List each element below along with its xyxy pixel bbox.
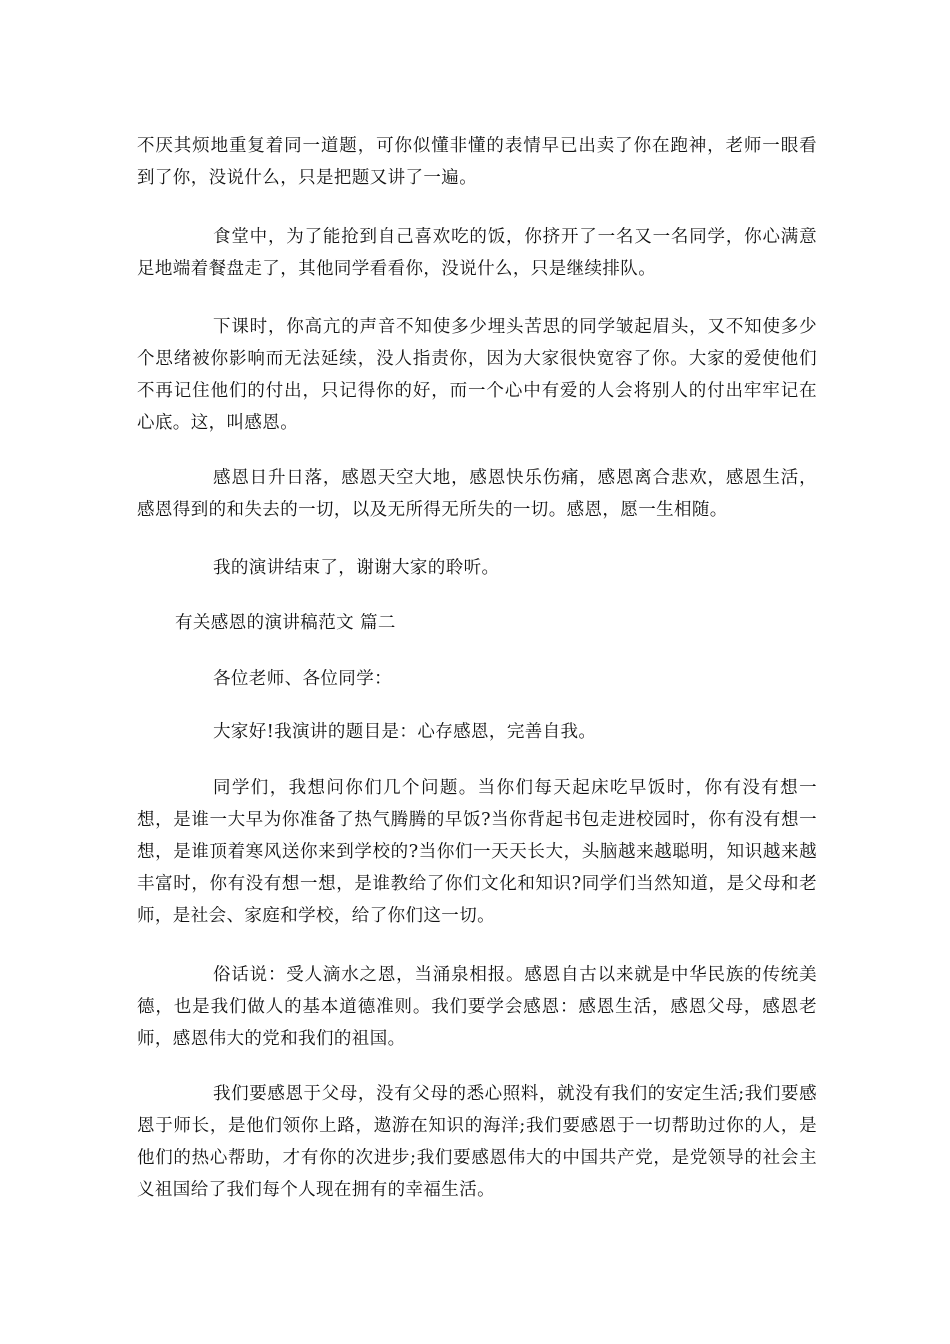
paragraph-closing: 我的演讲结束了，谢谢大家的聆听。 [213, 558, 500, 578]
paragraph-questions: 同学们，我想问你们几个问题。当你们每天起床吃早饭时，你有没有想一想，是谁一大早为你准备了热气腾腾的早饭?当你背起书包走进校园时，你有没有想一想，是谁顶着寒风送你来到学校的?当你们一天天长大，头脑越来越聪明，知识越来越丰富时，你有没有想一想，是谁教给了你们文化和知识?同学们当然知道，是父母和老师，是社会、家庭和学校，给了你们这一切。 [137, 778, 817, 926]
section-title: 有关感恩的演讲稿范文 篇二 [175, 613, 396, 633]
paragraph-after-class: 下课时，你高亢的声音不知使多少埋头苦思的同学皱起眉头，又不知使多少个思绪被你影响而无法延续，没人指责你，因为大家很快宽容了你。大家的爱使他们不再记住他们的付出，只记得你的好，而一个心中有爱的人会将别人的付出牢牢记在心底。这，叫感恩。 [137, 317, 817, 433]
paragraph-topic: 大家好!我演讲的题目是：心存感恩，完善自我。 [213, 722, 597, 742]
paragraph-continuation: 不厌其烦地重复着同一道题，可你似懂非懂的表情早已出卖了你在跑神，老师一眼看到了你，没说什么，只是把题又讲了一遍。 [137, 136, 817, 188]
paragraph-proverb: 俗话说：受人滴水之恩，当涌泉相报。感恩自古以来就是中华民族的传统美德，也是我们做人的基本道德准则。我们要学会感恩：感恩生活，感恩父母，感恩老师，感恩伟大的党和我们的祖国。 [137, 965, 817, 1049]
paragraph-thanks-list: 我们要感恩于父母，没有父母的悉心照料，就没有我们的安定生活;我们要感恩于师长，是他们领你上路，遨游在知识的海洋;我们要感恩于一切帮助过你的人，是他们的热心帮助，才有你的次进步;我们要感恩伟大的中国共产党，是党领导的社会主义祖国给了我们每个人现在拥有的幸福生活。 [137, 1084, 817, 1200]
paragraph-greeting: 各位老师、各位同学： [213, 669, 392, 689]
paragraph-canteen: 食堂中，为了能抢到自己喜欢吃的饭，你挤开了一名又一名同学，你心满意足地端着餐盘走了，其他同学看看你，没说什么，只是继续排队。 [137, 227, 817, 279]
paragraph-gratitude-list: 感恩日升日落，感恩天空大地，感恩快乐伤痛，感恩离合悲欢，感恩生活，感恩得到的和失去的一切，以及无所得无所失的一切。感恩，愿一生相随。 [137, 468, 817, 520]
